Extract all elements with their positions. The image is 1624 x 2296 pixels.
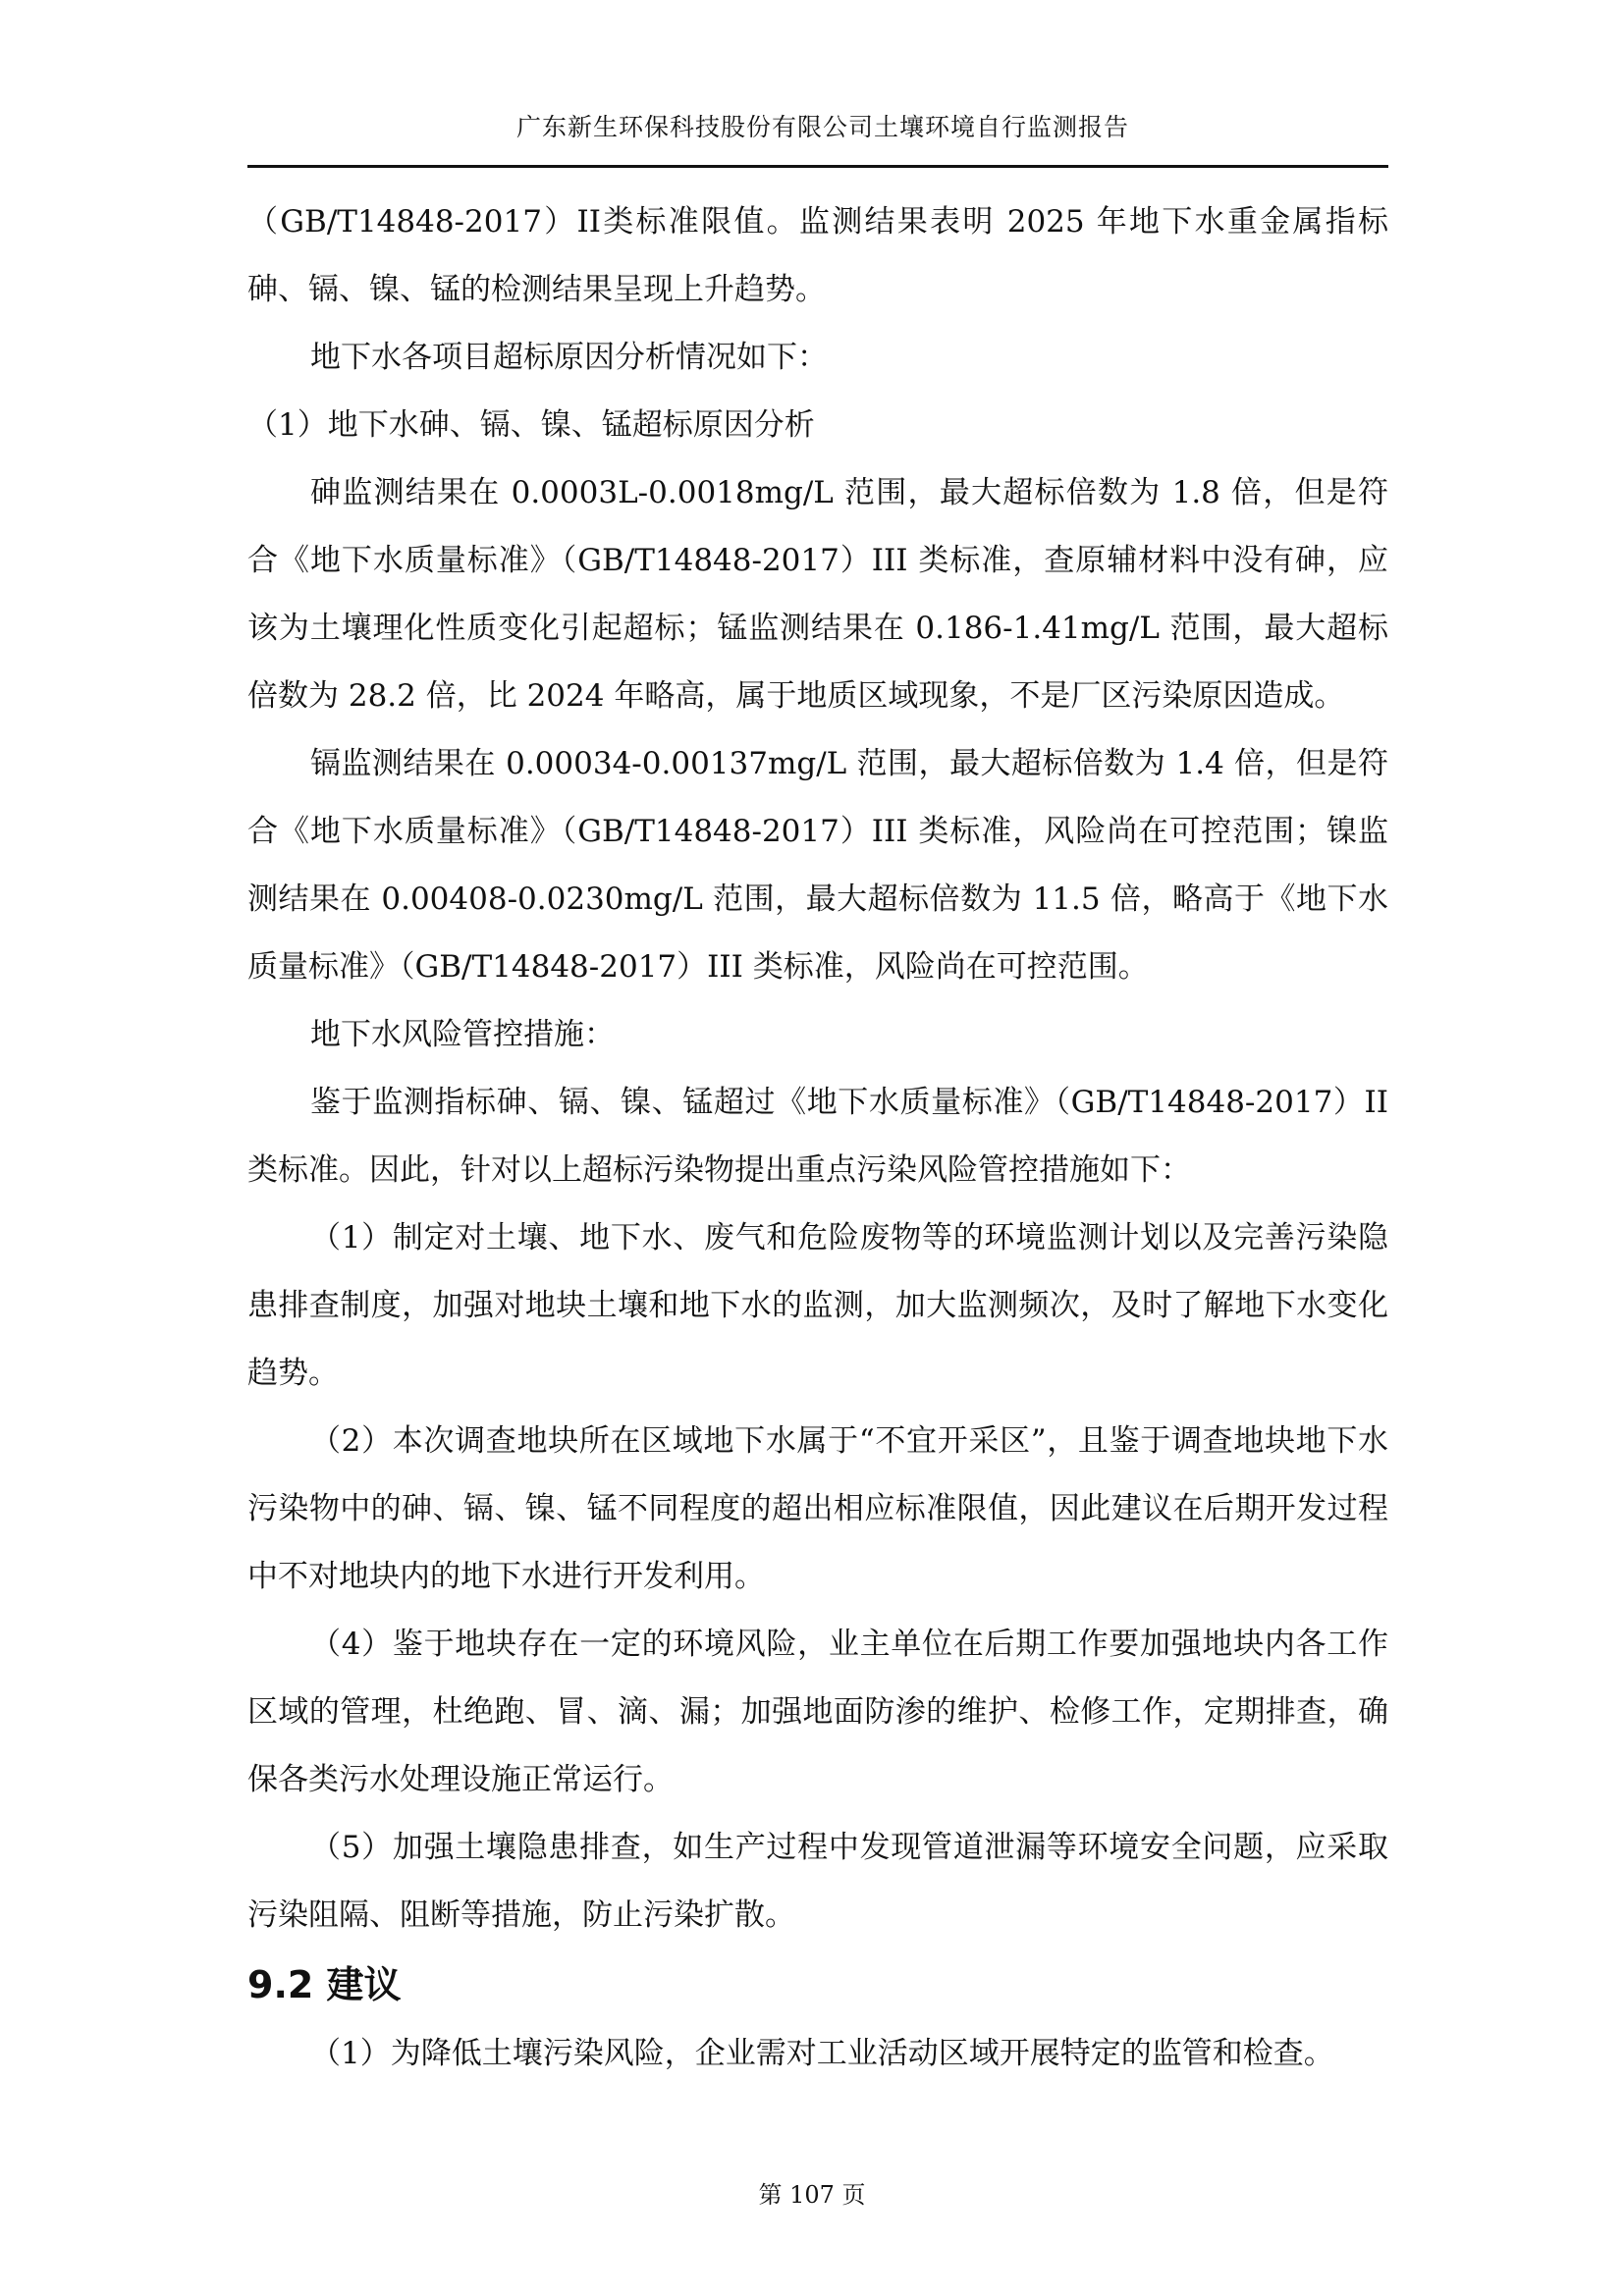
- paragraph-suggestion-1: （1）为降低土壤污染风险，企业需对工业活动区域开展特定的监管和检查。: [310, 2036, 1334, 2071]
- paragraph-analysis-subheading: （1）地下水砷、镉、镍、锰超标原因分析: [247, 407, 815, 443]
- paragraph-measure-2: （2）本次调查地块所在区域地下水属于“不宜开采区”，且鉴于调查地块地下水污染物中的砷、镉、镍、锰不同程度的超出相应标准限值，因此建议在后期开发过程中不对地块内的地下水进行开发利用。: [247, 1423, 1388, 1594]
- paragraph-measure-1: （1）制定对土壤、地下水、废气和危险废物等的环境监测计划以及完善污染隐患排查制度，加强对地块土壤和地下水的监测，加大监测频次，及时了解地下水变化趋势。: [247, 1220, 1388, 1391]
- section-heading: 9.2 建议: [247, 1963, 402, 2006]
- paragraph-standard-limit: （GB/T14848-2017）II类标准限值。监测结果表明 2025 年地下水重金属指标砷、镉、镍、锰的检测结果呈现上升趋势。: [247, 204, 1388, 307]
- paragraph-measure-4: （4）鉴于地块存在一定的环境风险，业主单位在后期工作要加强地块内各工作区域的管理，杜绝跑、冒、滴、漏；加强地面防渗的维护、检修工作，定期排查，确保各类污水处理设施正常运行。: [247, 1627, 1388, 1797]
- page-body: [247, 188, 1388, 2088]
- paragraph-analysis-intro: 地下水各项目超标原因分析情况如下：: [310, 340, 828, 375]
- paragraph-measure-5: （5）加强土壤隐患排查，如生产过程中发现管道泄漏等环境安全问题，应采取污染阻隔、阻断等措施，防止污染扩散。: [247, 1830, 1388, 1933]
- paragraph-control-measures-title: 地下水风险管控措施：: [310, 1017, 615, 1052]
- page-number: 第 107 页: [758, 2181, 866, 2209]
- page-header: 广东新生环保科技股份有限公司土壤环境自行监测报告: [515, 113, 1129, 141]
- paragraph-cadmium-nickel: 镉监测结果在 0.00034-0.00137mg/L 范围，最大超标倍数为 1.4 倍，但是符合《地下水质量标准》（GB/T14848-2017）III 类标准，风险尚在可控范围；镍监测结果在 0.00408-0.0230mg/L 范围，最大超标倍数为 11.5 倍，略高于《地下水质量标准》（GB/T14848-2017）III 类标准，风险尚在可控范围。: [247, 746, 1388, 985]
- paragraph-arsenic-manganese: 砷监测结果在 0.0003L-0.0018mg/L 范围，最大超标倍数为 1.8 倍，但是符合《地下水质量标准》（GB/T14848-2017）III 类标准，查原辅材料中没有砷，应该为土壤理化性质变化引起超标；锰监测结果在 0.186-1.41mg/L 范围，最大超标倍数为 28.2 倍，比 2024 年略高，属于地质区域现象，不是厂区污染原因造成。: [247, 475, 1388, 714]
- paragraph-control-measures-intro: 鉴于监测指标砷、镉、镍、锰超过《地下水质量标准》（GB/T14848-2017）II类标准。因此，针对以上超标污染物提出重点污染风险管控措施如下：: [247, 1085, 1388, 1188]
- header-divider: [247, 165, 1388, 168]
